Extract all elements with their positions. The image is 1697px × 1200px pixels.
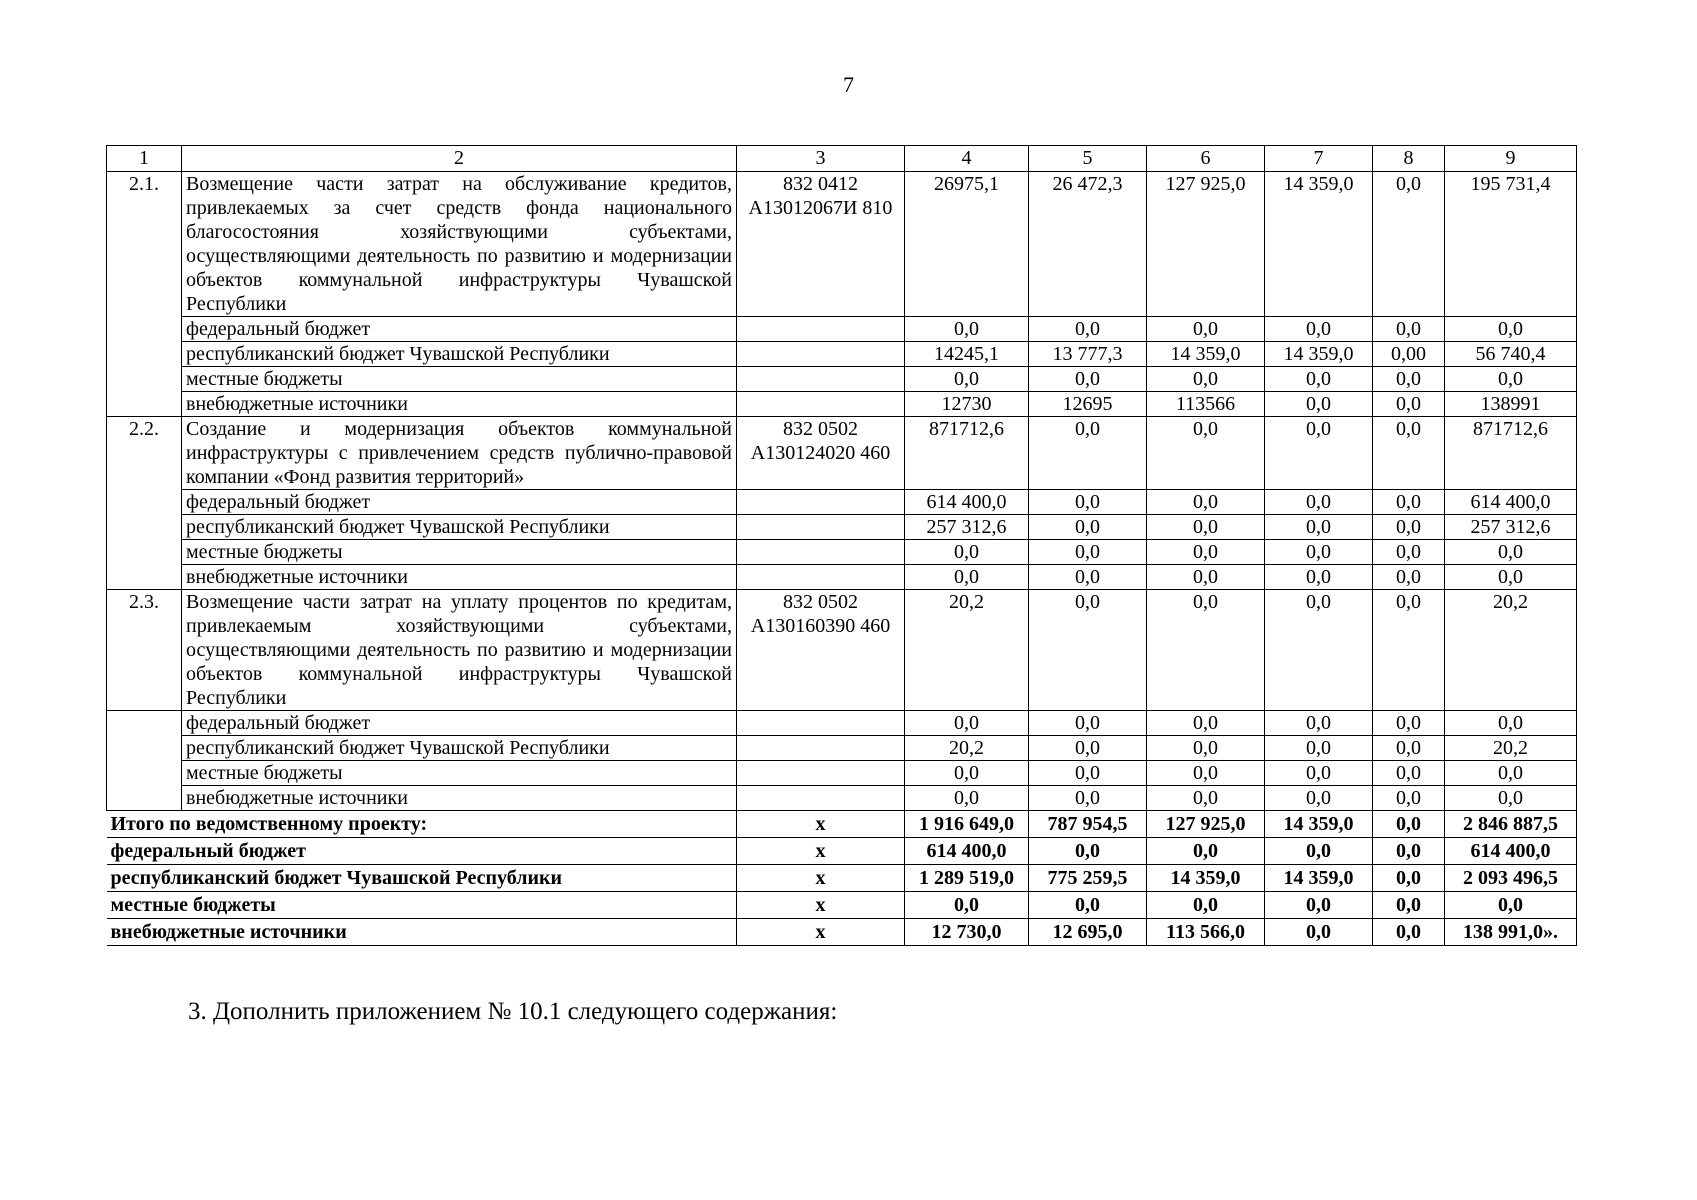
budget-table — [106, 145, 1577, 946]
value-cell: 0,0 — [1373, 417, 1445, 490]
total-label: республиканский бюджет Чувашской Республики — [107, 865, 737, 892]
value-cell: 0,0 — [1265, 417, 1373, 490]
total-row — [107, 838, 1577, 865]
funding-label: федеральный бюджет — [182, 711, 737, 736]
value-cell: 0,00 — [1373, 342, 1445, 367]
value-cell: 0,0 — [1147, 490, 1265, 515]
total-value: 14 359,0 — [1265, 811, 1373, 838]
value-cell: 20,2 — [905, 590, 1029, 711]
header-cell: 7 — [1265, 146, 1373, 172]
value-cell: 113566 — [1147, 392, 1265, 417]
total-value: 12 695,0 — [1029, 919, 1147, 946]
value-cell: 0,0 — [905, 565, 1029, 590]
value-cell: 0,0 — [1373, 590, 1445, 711]
funding-label: федеральный бюджет — [182, 317, 737, 342]
funding-row — [107, 490, 1577, 515]
value-cell: 0,0 — [1029, 736, 1147, 761]
value-cell: 0,0 — [1445, 317, 1577, 342]
item-description: Возмещение части затрат на обслуживание кредитов, привлекаемых за счет средств фонда национального благосостояния хозяйствующими субъектами, осуществляющими деятельность по развитию и модернизации объектов коммунальной инфраструктуры Чувашской Республики — [182, 172, 737, 317]
value-cell: 0,0 — [1147, 417, 1265, 490]
total-value: 1 289 519,0 — [905, 865, 1029, 892]
value-cell: 0,0 — [1029, 417, 1147, 490]
blank-cell — [737, 786, 905, 811]
value-cell: 0,0 — [905, 786, 1029, 811]
total-row — [107, 919, 1577, 946]
header-cell: 9 — [1445, 146, 1577, 172]
total-row — [107, 892, 1577, 919]
blank-cell — [107, 761, 182, 786]
value-cell: 0,0 — [1373, 392, 1445, 417]
value-cell: 0,0 — [1265, 317, 1373, 342]
value-cell: 0,0 — [1265, 590, 1373, 711]
value-cell: 26975,1 — [905, 172, 1029, 317]
total-value: 2 093 496,5 — [1445, 865, 1577, 892]
total-value: 14 359,0 — [1265, 865, 1373, 892]
funding-row — [107, 736, 1577, 761]
header-cell: 5 — [1029, 146, 1147, 172]
blank-cell — [737, 565, 905, 590]
blank-cell — [737, 515, 905, 540]
value-cell: 0,0 — [1147, 736, 1265, 761]
x-mark: x — [737, 865, 905, 892]
value-cell: 0,0 — [1373, 490, 1445, 515]
total-value: 12 730,0 — [905, 919, 1029, 946]
value-cell: 13 777,3 — [1029, 342, 1147, 367]
header-cell: 6 — [1147, 146, 1265, 172]
x-mark: x — [737, 919, 905, 946]
blank-cell — [107, 711, 182, 736]
funding-label: внебюджетные источники — [182, 786, 737, 811]
x-mark: x — [737, 838, 905, 865]
section-row — [107, 590, 1577, 711]
funding-row — [107, 317, 1577, 342]
value-cell: 0,0 — [1445, 565, 1577, 590]
header-cell: 8 — [1373, 146, 1445, 172]
blank-cell — [737, 761, 905, 786]
budget-code: 832 0502 А130124020 460 — [737, 417, 905, 490]
value-cell: 12730 — [905, 392, 1029, 417]
total-value: 0,0 — [1373, 838, 1445, 865]
total-value: 113 566,0 — [1147, 919, 1265, 946]
blank-cell — [107, 736, 182, 761]
blank-cell — [737, 392, 905, 417]
value-cell: 12695 — [1029, 392, 1147, 417]
value-cell: 0,0 — [1147, 590, 1265, 711]
item-description: Возмещение части затрат на уплату процентов по кредитам, привлекаемым хозяйствующими субъектами, осуществляющими деятельность по развитию и модернизации объектов коммунальной инфраструктуры Чувашской Республики — [182, 590, 737, 711]
value-cell: 871712,6 — [905, 417, 1029, 490]
blank-cell — [737, 736, 905, 761]
value-cell: 0,0 — [1029, 540, 1147, 565]
value-cell: 0,0 — [1029, 711, 1147, 736]
value-cell: 0,0 — [1029, 490, 1147, 515]
funding-label: местные бюджеты — [182, 540, 737, 565]
value-cell: 0,0 — [1445, 367, 1577, 392]
value-cell: 0,0 — [1265, 565, 1373, 590]
value-cell: 14 359,0 — [1147, 342, 1265, 367]
total-value: 138 991,0». — [1445, 919, 1577, 946]
value-cell: 0,0 — [1373, 711, 1445, 736]
value-cell: 0,0 — [1147, 711, 1265, 736]
value-cell: 0,0 — [1373, 565, 1445, 590]
total-value: 0,0 — [1373, 919, 1445, 946]
value-cell: 20,2 — [905, 736, 1029, 761]
funding-label: внебюджетные источники — [182, 565, 737, 590]
total-value: 775 259,5 — [1029, 865, 1147, 892]
value-cell: 0,0 — [1445, 761, 1577, 786]
item-number: 2.1. — [107, 172, 182, 417]
value-cell: 0,0 — [1265, 540, 1373, 565]
funding-row — [107, 540, 1577, 565]
value-cell: 0,0 — [1265, 490, 1373, 515]
total-value: 614 400,0 — [1445, 838, 1577, 865]
total-value: 0,0 — [1029, 838, 1147, 865]
total-label: местные бюджеты — [107, 892, 737, 919]
value-cell: 0,0 — [1265, 515, 1373, 540]
x-mark: x — [737, 811, 905, 838]
total-value: 1 916 649,0 — [905, 811, 1029, 838]
funding-row — [107, 515, 1577, 540]
value-cell: 0,0 — [1147, 761, 1265, 786]
total-value: 0,0 — [905, 892, 1029, 919]
total-value: 0,0 — [1265, 892, 1373, 919]
budget-code: 832 0502 А130160390 460 — [737, 590, 905, 711]
funding-label: внебюджетные источники — [182, 392, 737, 417]
page-number: 7 — [843, 72, 854, 97]
funding-row — [107, 392, 1577, 417]
value-cell: 14 359,0 — [1265, 342, 1373, 367]
item-description: Создание и модернизация объектов коммунальной инфраструктуры с привлечением средств публично-правовой компании «Фонд развития территорий» — [182, 417, 737, 490]
budget-code: 832 0412 А13012067И 810 — [737, 172, 905, 317]
value-cell: 0,0 — [1147, 317, 1265, 342]
value-cell: 0,0 — [905, 317, 1029, 342]
value-cell: 0,0 — [1373, 786, 1445, 811]
value-cell: 0,0 — [905, 711, 1029, 736]
value-cell: 14245,1 — [905, 342, 1029, 367]
total-value: 14 359,0 — [1147, 865, 1265, 892]
value-cell: 0,0 — [1147, 367, 1265, 392]
funding-label: федеральный бюджет — [182, 490, 737, 515]
header-cell: 1 — [107, 146, 182, 172]
funding-label: республиканский бюджет Чувашской Республики — [182, 342, 737, 367]
blank-cell — [737, 367, 905, 392]
total-value: 0,0 — [1265, 919, 1373, 946]
funding-label: местные бюджеты — [182, 367, 737, 392]
total-value: 0,0 — [1147, 892, 1265, 919]
value-cell: 0,0 — [1373, 540, 1445, 565]
total-value: 0,0 — [1373, 811, 1445, 838]
value-cell: 0,0 — [1265, 736, 1373, 761]
total-value: 127 925,0 — [1147, 811, 1265, 838]
value-cell: 0,0 — [1373, 761, 1445, 786]
funding-label: республиканский бюджет Чувашской Республики — [182, 736, 737, 761]
value-cell: 0,0 — [1265, 367, 1373, 392]
value-cell: 0,0 — [905, 761, 1029, 786]
header-cell: 2 — [182, 146, 737, 172]
funding-row — [107, 565, 1577, 590]
header-cell: 4 — [905, 146, 1029, 172]
value-cell: 0,0 — [1265, 761, 1373, 786]
total-value: 614 400,0 — [905, 838, 1029, 865]
funding-row — [107, 342, 1577, 367]
blank-cell — [737, 711, 905, 736]
funding-row — [107, 367, 1577, 392]
value-cell: 0,0 — [1373, 172, 1445, 317]
value-cell: 0,0 — [1147, 515, 1265, 540]
total-label: Итого по ведомственному проекту: — [107, 811, 737, 838]
value-cell: 871712,6 — [1445, 417, 1577, 490]
item-number: 2.3. — [107, 590, 182, 711]
total-value: 0,0 — [1373, 892, 1445, 919]
value-cell: 0,0 — [1147, 786, 1265, 811]
value-cell: 257 312,6 — [905, 515, 1029, 540]
value-cell: 0,0 — [1029, 590, 1147, 711]
value-cell: 138991 — [1445, 392, 1577, 417]
value-cell: 0,0 — [905, 540, 1029, 565]
value-cell: 0,0 — [1445, 711, 1577, 736]
value-cell: 0,0 — [1029, 761, 1147, 786]
value-cell: 0,0 — [1373, 736, 1445, 761]
total-row — [107, 865, 1577, 892]
value-cell: 20,2 — [1445, 736, 1577, 761]
blank-cell — [107, 786, 182, 811]
value-cell: 0,0 — [1445, 540, 1577, 565]
funding-row — [107, 711, 1577, 736]
blank-cell — [737, 490, 905, 515]
value-cell: 56 740,4 — [1445, 342, 1577, 367]
value-cell: 14 359,0 — [1265, 172, 1373, 317]
total-value: 787 954,5 — [1029, 811, 1147, 838]
value-cell: 0,0 — [1029, 317, 1147, 342]
value-cell: 257 312,6 — [1445, 515, 1577, 540]
total-value: 0,0 — [1147, 838, 1265, 865]
total-value: 2 846 887,5 — [1445, 811, 1577, 838]
value-cell: 20,2 — [1445, 590, 1577, 711]
funding-label: республиканский бюджет Чувашской Республики — [182, 515, 737, 540]
blank-cell — [737, 317, 905, 342]
x-mark: x — [737, 892, 905, 919]
value-cell: 26 472,3 — [1029, 172, 1147, 317]
value-cell: 0,0 — [1373, 515, 1445, 540]
value-cell: 0,0 — [905, 367, 1029, 392]
blank-cell — [737, 342, 905, 367]
header-row — [107, 146, 1577, 172]
value-cell: 614 400,0 — [905, 490, 1029, 515]
funding-row — [107, 786, 1577, 811]
value-cell: 0,0 — [1147, 540, 1265, 565]
section-row — [107, 172, 1577, 317]
value-cell: 0,0 — [1029, 515, 1147, 540]
value-cell: 0,0 — [1265, 786, 1373, 811]
funding-label: местные бюджеты — [182, 761, 737, 786]
value-cell: 0,0 — [1265, 392, 1373, 417]
total-label: федеральный бюджет — [107, 838, 737, 865]
total-value: 0,0 — [1373, 865, 1445, 892]
value-cell: 0,0 — [1147, 565, 1265, 590]
funding-row — [107, 761, 1577, 786]
value-cell: 127 925,0 — [1147, 172, 1265, 317]
value-cell: 0,0 — [1029, 786, 1147, 811]
blank-cell — [737, 540, 905, 565]
value-cell: 0,0 — [1445, 786, 1577, 811]
value-cell: 0,0 — [1029, 565, 1147, 590]
item-number: 2.2. — [107, 417, 182, 590]
section-row — [107, 417, 1577, 490]
value-cell: 195 731,4 — [1445, 172, 1577, 317]
value-cell: 614 400,0 — [1445, 490, 1577, 515]
value-cell: 0,0 — [1265, 711, 1373, 736]
total-value: 0,0 — [1445, 892, 1577, 919]
value-cell: 0,0 — [1373, 317, 1445, 342]
total-value: 0,0 — [1265, 838, 1373, 865]
total-row — [107, 811, 1577, 838]
header-cell: 3 — [737, 146, 905, 172]
paragraph-text: 3. Дополнить приложением № 10.1 следующего содержания: — [188, 998, 838, 1025]
value-cell: 0,0 — [1029, 367, 1147, 392]
total-label: внебюджетные источники — [107, 919, 737, 946]
value-cell: 0,0 — [1373, 367, 1445, 392]
total-value: 0,0 — [1029, 892, 1147, 919]
